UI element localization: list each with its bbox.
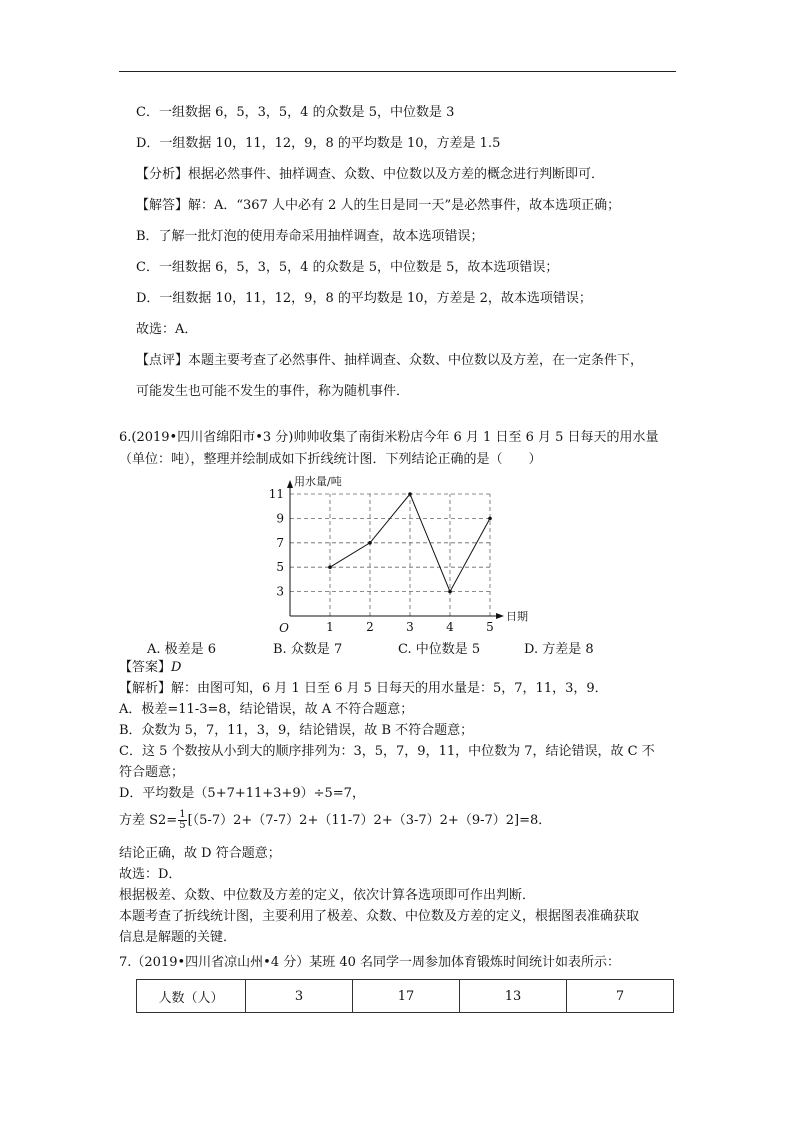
answer-value: D <box>171 660 182 675</box>
x-tick-label: 1 <box>326 620 334 634</box>
data-point <box>488 517 492 521</box>
x-tick-label: 2 <box>366 620 374 634</box>
q7-stem: 7.（2019•四川省凉山州•4 分）某班 40 名同学一周参加体育锻炼时间统计如表所示： <box>119 955 621 970</box>
y-axis-title: 用水量/吨 <box>294 475 342 488</box>
choice-text: 故选：A． <box>136 322 198 337</box>
solution-c-text: C．一组数据 6，5，3，5，4 的众数是 5，中位数是 5，故本选项错误； <box>136 260 559 275</box>
comment-line-1: 【点评】本题主要考查了必然事件、抽样调查、众数、中位数以及方差，在一定条件下， <box>136 353 644 368</box>
q6-option-b: B. 众数是 7 <box>273 642 343 657</box>
option-c-text: C．一组数据 6，5，3，5，4 的众数是 5，中位数是 3 <box>136 105 455 120</box>
q6-note-3: 信息是解题的关键． <box>119 930 237 945</box>
variance-prefix: 方差 S2= <box>119 813 178 828</box>
q6-stem-line-2: （单位：吨），整理并绘制成如下折线统计图．下列结论正确的是（ ） <box>119 452 542 467</box>
data-point <box>448 590 452 594</box>
origin-label: O <box>279 621 289 635</box>
data-point <box>408 492 412 496</box>
q6-explain-c-1: C．这 5 个数按从小到大的顺序排列为：3，5，7，9，11，中位数为 7，结论错误，故 C 不 <box>119 744 655 759</box>
q6-explain-intro: 【解析】解：由图可知，6 月 1 日至 6 月 5 日每天的用水量是：5，7，11，3，9． <box>119 681 608 696</box>
y-tick-label: 3 <box>276 584 284 599</box>
option-d-text: D．一组数据 10，11，12，9，8 的平均数是 10，方差是 1.5 <box>136 136 501 151</box>
q6-explain-d-2: 结论正确，故 D 符合题意； <box>119 846 281 861</box>
answer-label: 【答案】 <box>119 660 172 675</box>
y-tick-label: 11 <box>268 487 284 501</box>
data-point <box>368 541 372 545</box>
y-tick-label: 5 <box>276 560 284 575</box>
q6-explain-d-1: D．平均数是（5+7+11+3+9）÷5=7， <box>119 786 365 801</box>
table-row <box>137 980 674 1013</box>
fraction-numerator: 1 <box>179 809 186 820</box>
x-axis-arrow <box>496 613 504 619</box>
q6-variance-formula <box>119 810 551 832</box>
y-axis-arrow <box>287 480 293 488</box>
table-cell: 13 <box>460 980 567 1013</box>
solution-d-text: D．一组数据 10，11，12，9，8 的平均数是 10，方差是 2，故本选项错误； <box>136 291 592 306</box>
q6-option-d: D. 方差是 8 <box>524 642 594 657</box>
q6-answer <box>119 660 181 676</box>
table-cell: 7 <box>567 980 674 1013</box>
table-cell-header: 人数（人） <box>137 980 246 1013</box>
q6-option-a: A. 极差是 6 <box>147 642 217 657</box>
table-cell: 3 <box>246 980 353 1013</box>
q6-choice: 故选：D． <box>119 867 182 882</box>
fraction-denominator: 5 <box>179 820 186 831</box>
q6-stem-line-1: 6.(2019•四川省绵阳市•3 分)帅帅收集了南街米粉店今年 6 月 1 日至 6 月 5 日每天的用水量 <box>119 430 659 445</box>
water-usage-line-chart <box>260 474 528 635</box>
q6-explain-b: B．众数为 5，7，11，3，9，结论错误，故 B 不符合题意； <box>119 723 474 738</box>
data-point <box>328 565 332 569</box>
table-cell: 17 <box>353 980 460 1013</box>
x-axis-title: 日期 <box>506 610 528 623</box>
q6-option-c: C. 中位数是 5 <box>398 642 481 657</box>
comment-line-2: 可能发生也可能不发生的事件，称为随机事件． <box>136 384 410 399</box>
x-tick-label: 5 <box>486 620 494 634</box>
q6-explain-a: A．极差=11-3=8，结论错误，故 A 不符合题意； <box>119 702 414 717</box>
analysis-text: 【分析】根据必然事件、抽样调查、众数、中位数以及方差的概念进行判断即可． <box>136 167 605 182</box>
y-tick-label: 9 <box>276 511 284 526</box>
solution-b-text: B．了解一批灯泡的使用寿命采用抽样调查，故本选项错误； <box>136 229 484 244</box>
header-rule <box>119 71 676 72</box>
q6-note-1: 根据极差、众数、中位数及方差的定义，依次计算各选项即可作出判断． <box>119 888 536 903</box>
variance-suffix: [（5-7）2+（7-7）2+（11-7）2+（3-7）2+（9-7）2]=8． <box>187 813 552 828</box>
y-tick-label: 7 <box>276 535 284 550</box>
q6-explain-c-2: 符合题意； <box>119 765 185 780</box>
x-tick-label: 3 <box>406 620 414 634</box>
q6-note-2: 本题考查了折线统计图，主要利用了极差、众数、中位数及方差的定义，根据图表准确获取 <box>119 909 640 924</box>
x-tick-label: 4 <box>446 620 454 634</box>
q7-table <box>136 979 674 1013</box>
variance-fraction <box>178 810 186 831</box>
solution-a-text: 【解答】解：A．“367 人中必有 2 人的生日是同一天”是必然事件，故本选项正确； <box>136 198 621 213</box>
